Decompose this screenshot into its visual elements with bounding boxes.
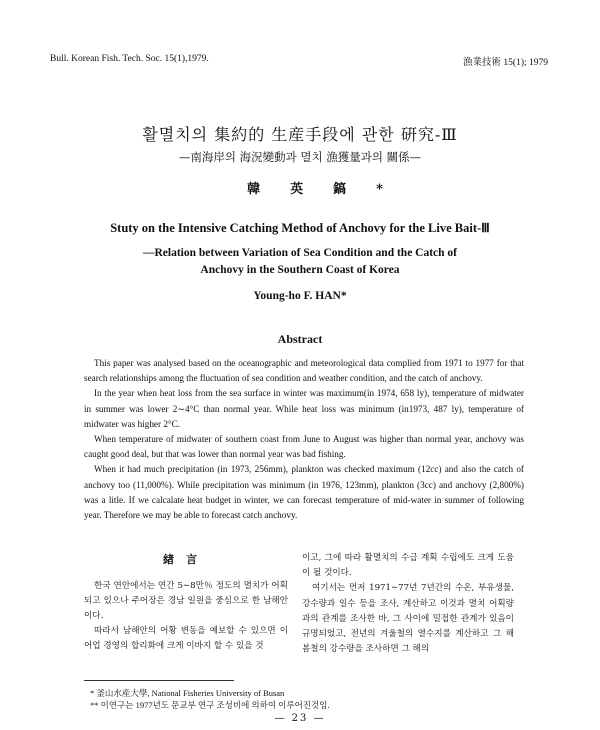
abstract-paragraph: In the year when heat loss from the sea surface in winter was maximum(in 1974, 658 ly), temperature of midwater in summer was lower 2∼4°C than normal year. While heat loss was minimum (in1973, 487 ly), temperature of midwater was higher 2°C. [84,388,524,429]
korean-title: 활멸치의 集約的 生産手段에 관한 硏究-Ⅲ [142,125,458,144]
footnote-affiliation: * 釜山水産大學, National Fisheries University of Busan [90,688,285,698]
abstract-body [84,356,524,523]
section-heading: 緖言 [163,553,209,566]
footnote-funding: ** 이연구는 1977년도 문교부 연구 조성비에 의하여 이루어진것임. [90,700,330,710]
footnote-divider [84,680,234,681]
body-paragraph: 한국 연안에서는 연간 5∼8만％ 정도의 멸치가 어획되고 있으나 주어장은 경남 일원을 중심으로 한 남해안이다. [84,581,288,621]
body-left-column [84,551,288,654]
journal-header-korean: 漁業技術 15(1); 1979 [463,58,548,68]
abstract-paragraph: This paper was analysed based on the oceanographic and meteorological data complied from 1971 to 1977 for that search relationships among the fluctuation of sea condition and weather condition, and the catch of anchovy. [84,358,524,384]
body-paragraph: 이고, 그에 따라 활멸치의 수급 계획 수립에도 크게 도움이 될 것이다. [302,553,514,579]
body-right-column [302,551,514,657]
abstract-heading: Abstract [277,332,323,346]
english-subtitle-line-2: Anchovy in the Southern Coast of Korea [200,264,400,276]
english-title: Stuty on the Intensive Catching Method of Anchovy for the Live Bait-Ⅲ [110,221,490,235]
english-author: Young-ho F. HAN* [253,290,347,302]
body-paragraph: 여기서는 먼저 1971∼77년 7년간의 수온, 부유생물, 강수량과 일수 등을 조사, 계산하고 이것과 멸치 어획량과의 관계를 조사한 바, 그 사이에 밀접한 관계가 있음이 규명되었고, 전년의 겨울철의 열수지를 계산하고 그 해 봄철의 강수량을 조사하면 그 해의 [302,583,514,655]
korean-subtitle: —南海岸의 海況變動과 멸치 漁獲量과의 關係— [178,150,422,164]
abstract-paragraph: When temperature of midwater of southern coast from June to August was higher than normal year, anchovy was caught good deal, but that was lower than normal year was bad fishing. [84,434,524,460]
page-number: — 23 — [274,713,326,724]
korean-author: 韓英鎬* [247,182,413,197]
body-paragraph: 따라서 남해안의 어황 변동을 예보할 수 있으면 이 어업 경영의 합리화에 크게 이바지 할 수 있을 것 [84,626,288,651]
abstract-paragraph: When it had much precipitation (in 1973, 256mm), plankton was checked maximum (12cc) and also the catch of anchovy too (11,000%). While precipitation was minimum (in 1976, 123mm), plankton (3cc) and anchovy (2,800%) was a litle. If we calcalate heat budget in winter, we can forecast temperature of mid-water in summer of following year. Therefore we may be able to forecast catch anchovy. [84,464,524,521]
english-subtitle-line-1: —Relation between Variation of Sea Condition and the Catch of [142,247,458,259]
english-subtitle [0,245,600,279]
journal-header-english: Bull. Korean Fish. Tech. Soc. 15(1),1979. [50,54,209,64]
